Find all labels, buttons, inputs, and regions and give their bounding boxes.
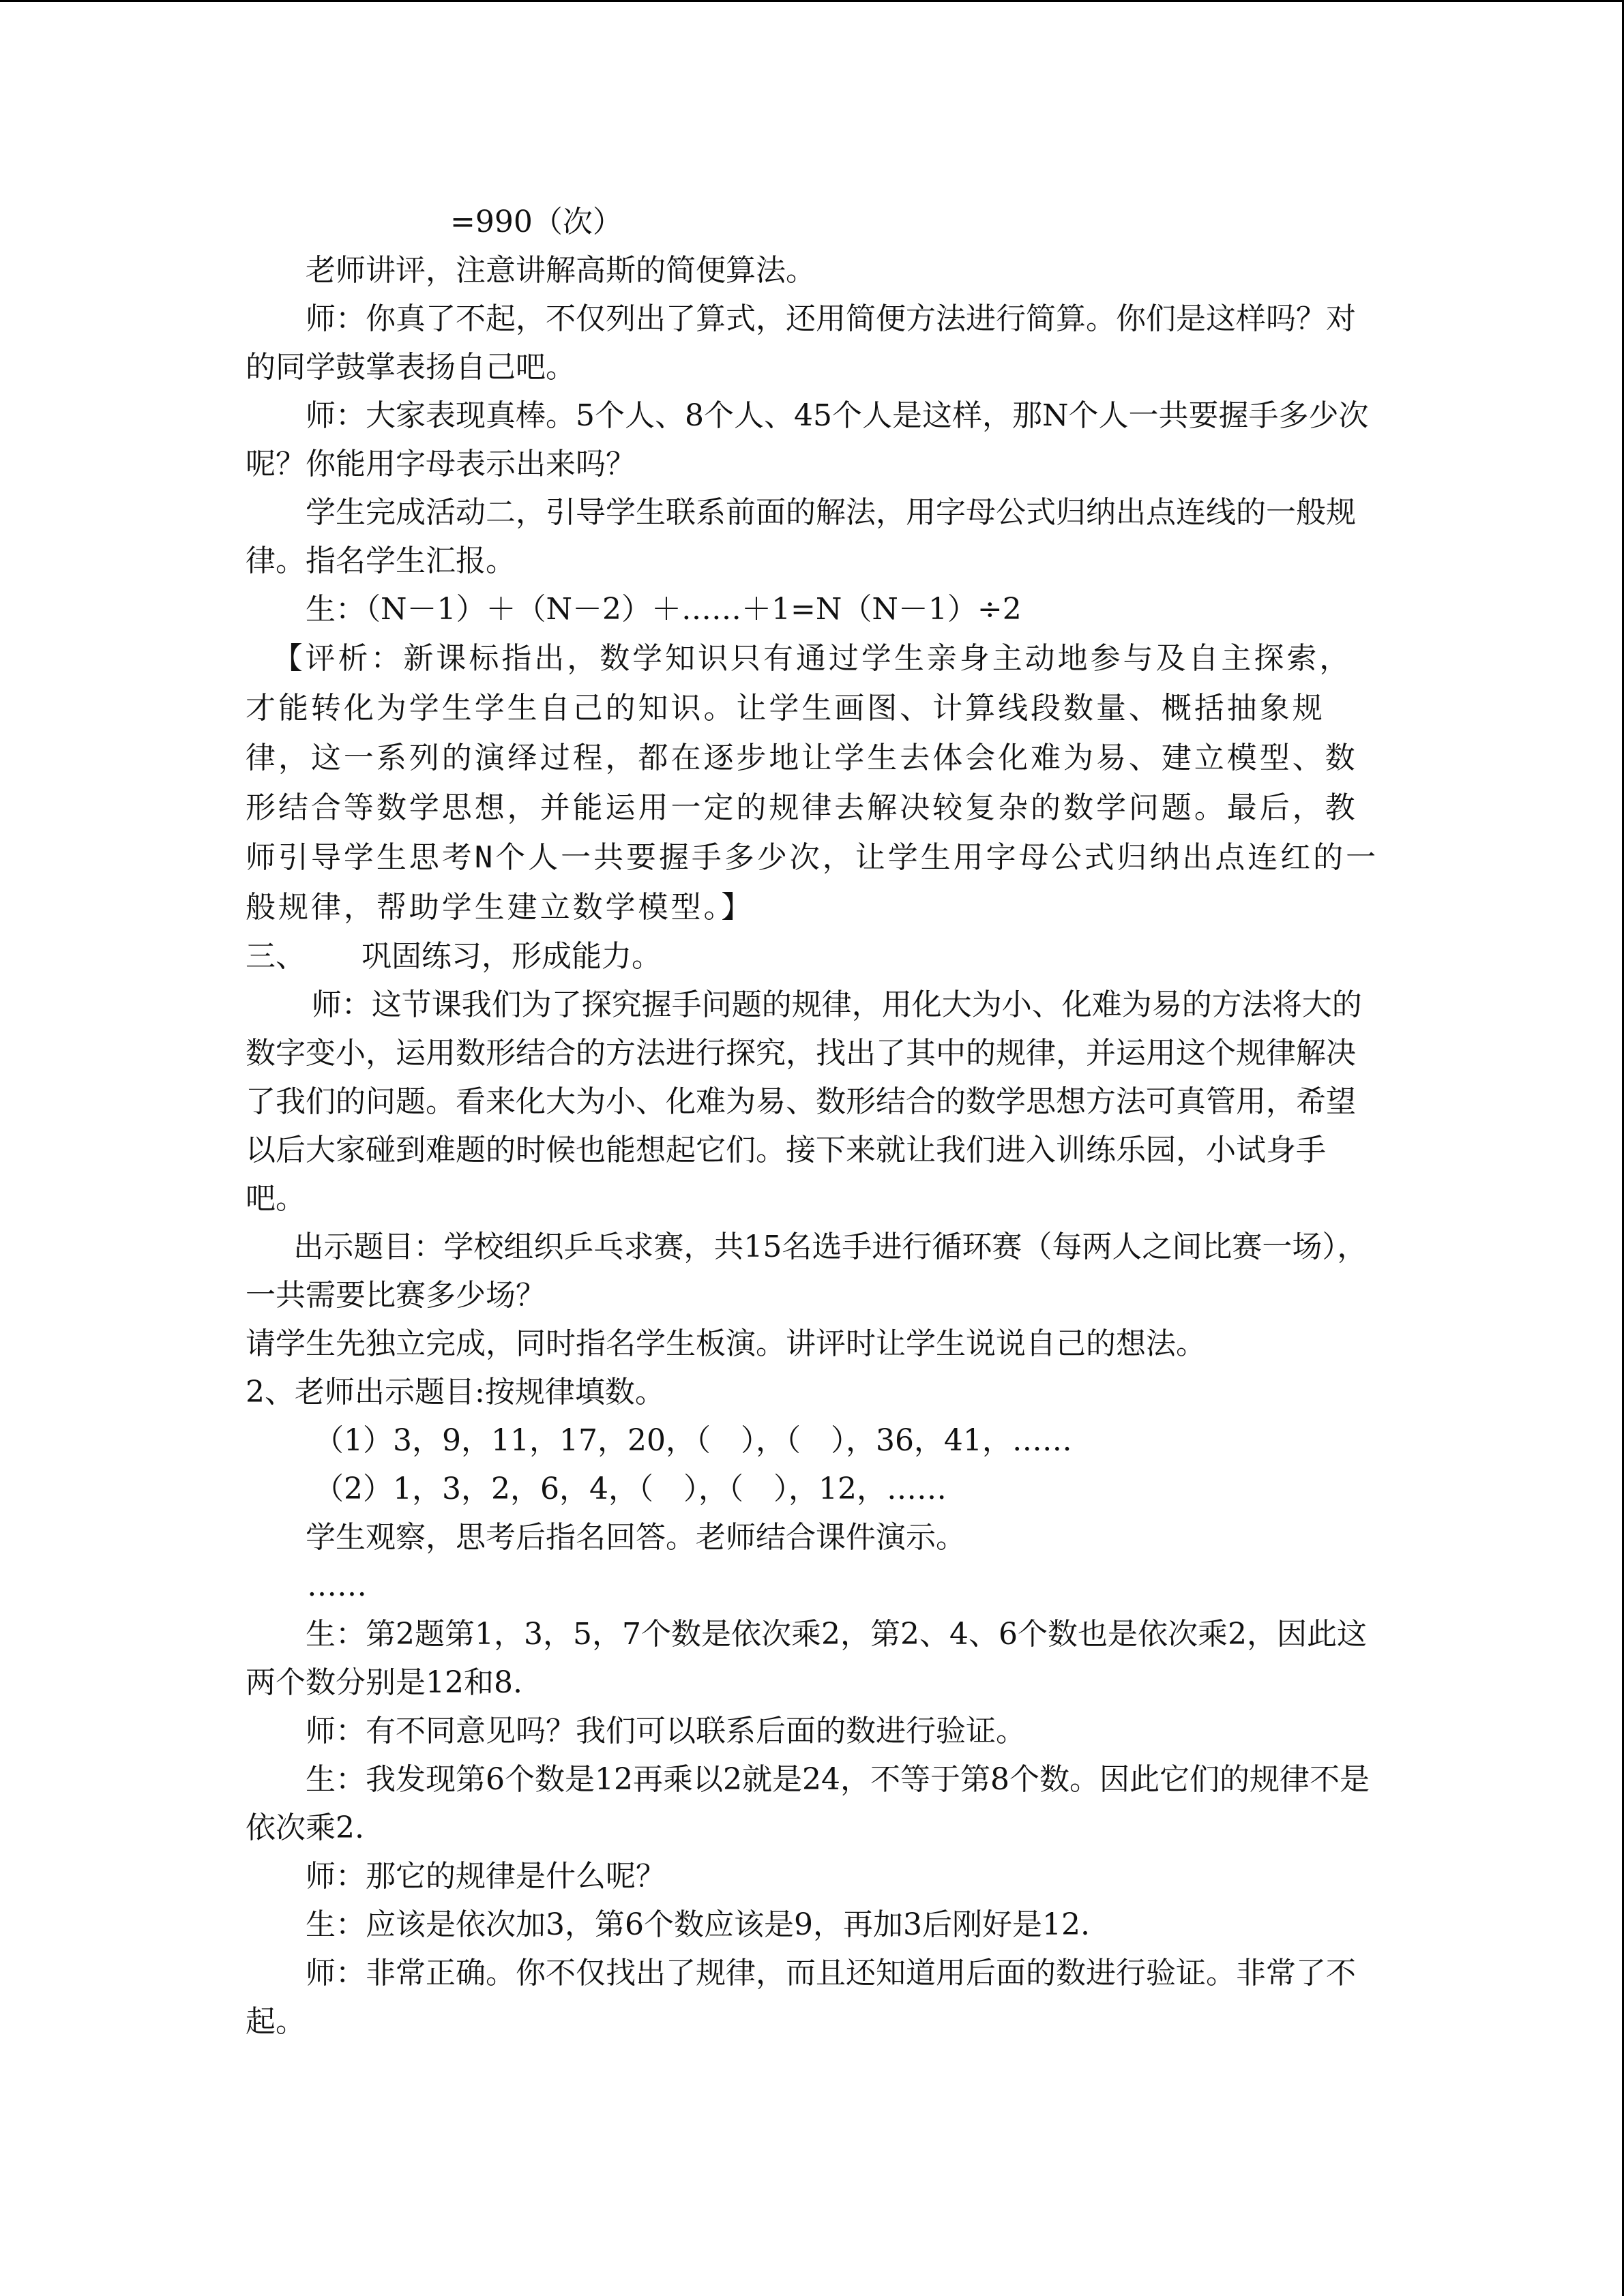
section-heading [246, 932, 1385, 981]
paragraph-teacher-review: 老师讲评，注意讲解高斯的简便算法。 [306, 253, 816, 288]
paragraph-student-rule: 生：应该是依次加3，第6个数应该是9，再加3后刚好是12. [306, 1907, 1090, 1942]
paragraph-commentary: 【评析：新课标指出，数学知识只有通过学生亲身主动地参与及自主探索，才能转化为学生学生自己的知识。让学生画图、计算线段数量、概括抽象规律，这一系列的演绎过程，都在逐步地让学生去体会化难为易、建立模型、数形结合等数学思想，并能运用一定的规律去解决较复杂的数学问题。最后，教师引导学生思考N个人一共要握手多少次，让学生用字母公式归纳出点连红的一般规律，帮助学生建立数学模型。】 [246, 641, 1379, 925]
paragraph-student-check: 生：我发现第6个数是12再乘以2就是24，不等于第8个数。因此它们的规律不是依次乘2. [246, 1762, 1370, 1845]
page-border-top [0, 0, 1624, 2]
paragraph-problem-two: 2、老师出示题目:按规律填数。 [246, 1375, 665, 1410]
paragraph-teacher-summary: 师：这节课我们为了探究握手问题的规律，用化大为小、化难为易的方法将大的数字变小，运用数形结合的方法进行探究，找出了其中的规律，并运用这个规律解决了我们的问题。看来化大为小、化难为易、数形结合的数学思想方法可真管用，希望以后大家碰到难题的时候也能想起它们。接下来就让我们进入训练乐园，小试身手吧。 [246, 987, 1362, 1216]
paragraph-teacher-question: 师：大家表现真棒。5个人、8个人、45个人是这样，那N个人一共要握手多少次呢？你能用字母表示出来吗？ [246, 398, 1369, 481]
paragraph-teacher-conclusion: 师：非常正确。你不仅找出了规律，而且还知道用后面的数进行验证。非常了不起。 [246, 1956, 1356, 2039]
paragraph-observe: 学生观察，思考后指名回答。老师结合课件演示。 [306, 1520, 966, 1555]
section-title: 巩固练习，形成能力。 [361, 939, 662, 974]
paragraph-student-answer: 生：第2题第1，3，5，7个数是依次乘2，第2、4、6个数也是依次乘2，因此这两个数分别是12和8. [246, 1617, 1367, 1700]
paragraph-problem-one: 出示题目：学校组织乒乓求赛，共15名选手进行循环赛（每两人之间比赛一场），一共需要比赛多少场？ [246, 1229, 1368, 1313]
equation-result: =990（次） [450, 205, 623, 239]
sequence-two: （2）1，3，2，6，4，（ ），（ ），12，…… [314, 1472, 947, 1506]
ellipsis: …… [307, 1568, 367, 1603]
paragraph-instruction: 请学生先独立完成，同时指名学生板演。讲评时让学生说说自己的想法。 [246, 1326, 1206, 1361]
sequence-one: （1）3，9，11，17，20，（ ），（ ），36，41，…… [314, 1423, 1072, 1458]
document-page [246, 198, 1385, 2046]
paragraph-teacher-praise: 师：你真了不起，不仅列出了算式，还用简便方法进行简算。你们是这样吗？对的同学鼓掌表扬自己吧。 [246, 301, 1356, 385]
paragraph-activity-two: 学生完成活动二，引导学生联系前面的解法，用字母公式归纳出点连线的一般规律。指名学生汇报。 [246, 495, 1356, 578]
paragraph-student-formula: 生：（N－1）＋（N－2）＋……＋1=N（N－1）÷2 [306, 592, 1022, 627]
paragraph-teacher-ask-rule: 师：那它的规律是什么呢？ [306, 1859, 666, 1894]
paragraph-teacher-verify: 师：有不同意见吗？我们可以联系后面的数进行验证。 [306, 1714, 1026, 1748]
section-number: 三、 [246, 939, 306, 974]
